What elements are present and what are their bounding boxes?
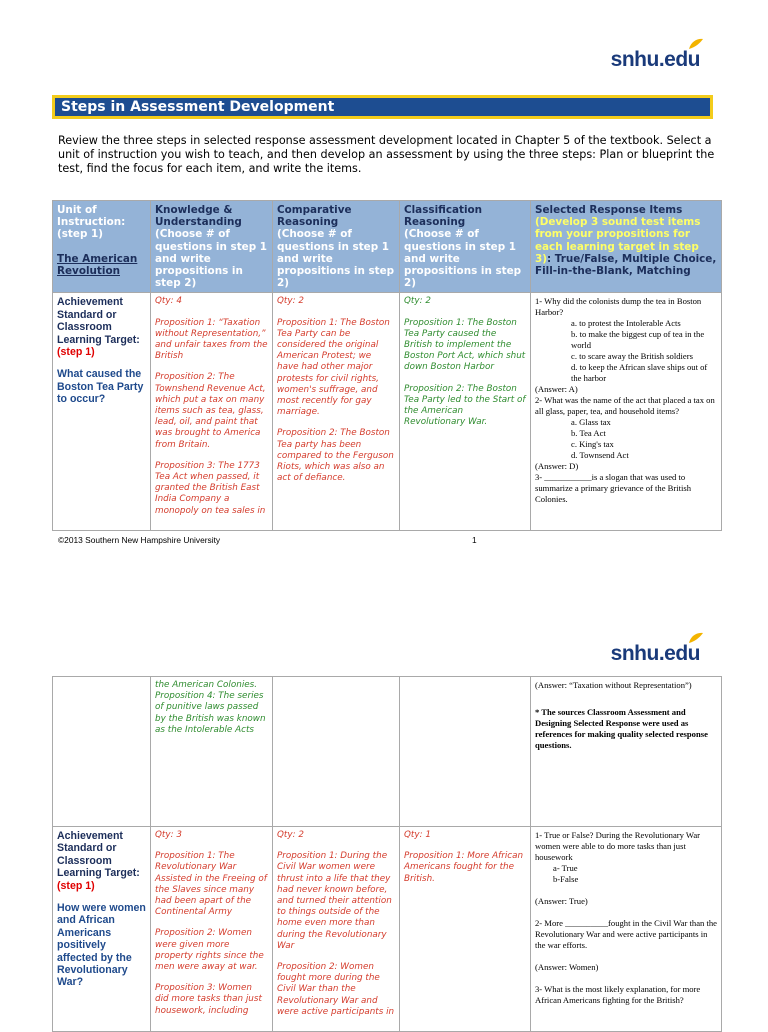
source-note: * The sources Classroom Assessment and Designing Selected Response were used as references for making quality selected response questions. [535,707,708,750]
header-comparative [273,201,400,293]
target-question: What caused the Boston Tea Party to occur? [57,368,144,406]
proposition: Proposition 2: The Boston Tea party has been compared to the Ferguson Riots, which was also an act of defiance. [277,428,394,484]
answer-option: d. Townsend Act [571,450,629,461]
classification-cell [400,827,531,1032]
ku-title: Knowledge & Understanding [155,204,242,229]
answer-key: (Answer: Women) [535,962,599,972]
answer-key: (Answer: A) [535,384,578,395]
empty-cell [273,677,400,827]
response-items-cell [531,293,722,530]
question-text: 3- ___________is a slogan that was used to summarize a primary grievance of the British Colonies. [535,472,692,505]
target-label: Achievement Standard or Classroom Learning Target: [57,296,140,346]
assessment-table [52,200,722,531]
knowledge-cell [151,827,273,1032]
classification-cell [400,293,531,530]
proposition: Proposition 3: Women did more tasks than just housework, including [155,983,262,1016]
knowledge-cell [151,293,273,530]
answer-option: b-False [553,874,579,884]
unit-topic: The American Revolution [57,252,138,278]
qty: Qty: 2 [404,296,431,307]
table-row [53,293,722,530]
question-text: 1- Why did the colonists dump the tea in Boston Harbor? [535,296,702,318]
page-number: 1 [472,535,477,545]
target-question: How were women and African Americans positively affected by the Revolutionary War? [57,902,146,989]
comparative-cell [273,293,400,530]
logo-text: snhu.edu [610,48,700,71]
copyright-footer: ©2013 Southern New Hampshire University [58,535,221,545]
question-text: 2- More __________fought in the Civil War than the Revolutionary War and were active participants in the war efforts. [535,918,717,950]
empty-cell [400,677,531,827]
qty: Qty: 4 [155,296,182,307]
sr-title: Selected Response Items [535,204,683,216]
target-step: (step 1) [57,346,95,359]
unit-step: (step 1) [57,228,103,241]
answer-option: a. Glass tax [571,417,611,428]
answer-key: (Answer: “Taxation without Representation”) [535,680,692,690]
target-label: Achievement Standard or Classroom Learning Target: [57,830,140,880]
knowledge-cell [151,677,273,827]
leaf-icon [688,38,704,50]
proposition: Proposition 3: The 1773 Tea Act when passed, it granted the British East India Company a monopoly on tea sales in [155,460,266,516]
qty: Qty: 2 [277,296,304,307]
proposition: the American Colonies. [155,680,258,690]
table-row [53,827,722,1032]
table-row [53,677,722,827]
header-unit [53,201,151,293]
proposition: Proposition 1: The Boston Tea Party caused the British to implement the Boston Port Act, which shut down Boston Harbor [404,317,526,373]
leaf-icon [688,632,704,644]
question-text: 1- True or False? During the Revolutionary War women were able to do more tasks than just housework [535,830,701,862]
answer-option: a- True [553,863,578,873]
learning-target-cell [53,293,151,530]
cr-note: (Choose # of questions in step 1 and write propositions in step 2) [277,228,395,290]
answer-option: b. Tea Act [571,428,606,439]
snhu-logo [611,48,700,72]
intro-text: Review the three steps in selected response assessment development located in Chapter 5 of the textbook. Select a unit of instruction you wish to teach, and then develop an assessment by using the three steps: Plan or blueprint the test, find the focus for each item, and write the items. [58,134,715,175]
empty-cell [53,677,151,827]
header-classification [400,201,531,293]
answer-option: c. to scare away the British soldiers [571,351,693,362]
qty: Qty: 3 [155,830,182,840]
proposition: Proposition 1: “Taxation without Representation,” and unfair taxes from the British [155,317,268,362]
unit-label: Unit of Instruction: [57,204,126,229]
cl-note: (Choose # of questions in step 1 and write propositions in step 2) [404,228,522,290]
question-text: 3- What is the most likely explanation, for more African Americans fighting for the British? [535,984,701,1005]
question-text: 2- What was the name of the act that placed a tax on all glass, paper, tea, and household items? [535,395,715,417]
header-selected-response [531,201,722,293]
assessment-table-continued [52,676,722,1032]
header-knowledge [151,201,273,293]
page-title: Steps in Assessment Development [52,95,713,119]
cr-title: Comparative Reasoning [277,204,352,229]
proposition: Proposition 1: More African Americans fought for the British. [404,851,524,884]
snhu-logo [611,642,700,666]
qty: Qty: 2 [277,830,304,840]
answer-option: d. to keep the African slave ships out of the harbor [571,362,708,384]
answer-key: (Answer: True) [535,896,588,906]
response-items-cell [531,677,722,827]
qty: Qty: 1 [404,830,431,840]
cl-title: Classification Reasoning [404,204,483,229]
proposition: Proposition 1: During the Civil War women were thrust into a life that they had never known before, and turned their attention to things outside of the home even more than during the Revolutionary War [277,851,392,951]
answer-option: a. to protest the Intolerable Acts [571,318,681,329]
answer-key: (Answer: D) [535,461,579,472]
proposition: Proposition 2: The Boston Tea Party led to the Start of the American Revolutionary War. [404,383,526,428]
response-items-cell [531,827,722,1032]
learning-target-cell [53,827,151,1032]
sr-types: : True/False, Multiple Choice, Fill-in-the-Blank, Matching [535,252,717,278]
proposition: Proposition 2: Women were given more property rights since the men were away at war. [155,928,264,973]
ku-note: (Choose # of questions in step 1 and write propositions in step 2) [155,228,267,290]
proposition: Proposition 1: The Boston Tea Party can be considered the original American Protest; we have had other major protests for civil rights, women's suffrage, and most recently for gay marriage. [277,317,390,418]
proposition: Proposition 2: Women fought more during the Civil War than the Revolutionary War and were active participants in [277,962,395,1017]
target-step: (step 1) [57,879,95,892]
logo-text: snhu.edu [610,642,700,665]
comparative-cell [273,827,400,1032]
sr-note: (Develop 3 sound test items from your propositions for each learning target in step 3) [535,216,701,265]
proposition: Proposition 1: The Revolutionary War Assisted in the Freeing of the Slaves since many had been apart of the Continental Army [155,851,267,918]
answer-option: c. King's tax [571,439,614,450]
table-header-row [53,201,722,293]
answer-option: b. to make the biggest cup of tea in the world [571,329,705,351]
proposition: Proposition 4: The series of punitive laws passed by the British was known as the Intolerable Acts [155,691,266,735]
proposition: Proposition 2: The Townshend Revenue Act, which put a tax on many items such as tea, glass, lead, oil, and paint that was brought to America from Britain. [155,372,266,450]
